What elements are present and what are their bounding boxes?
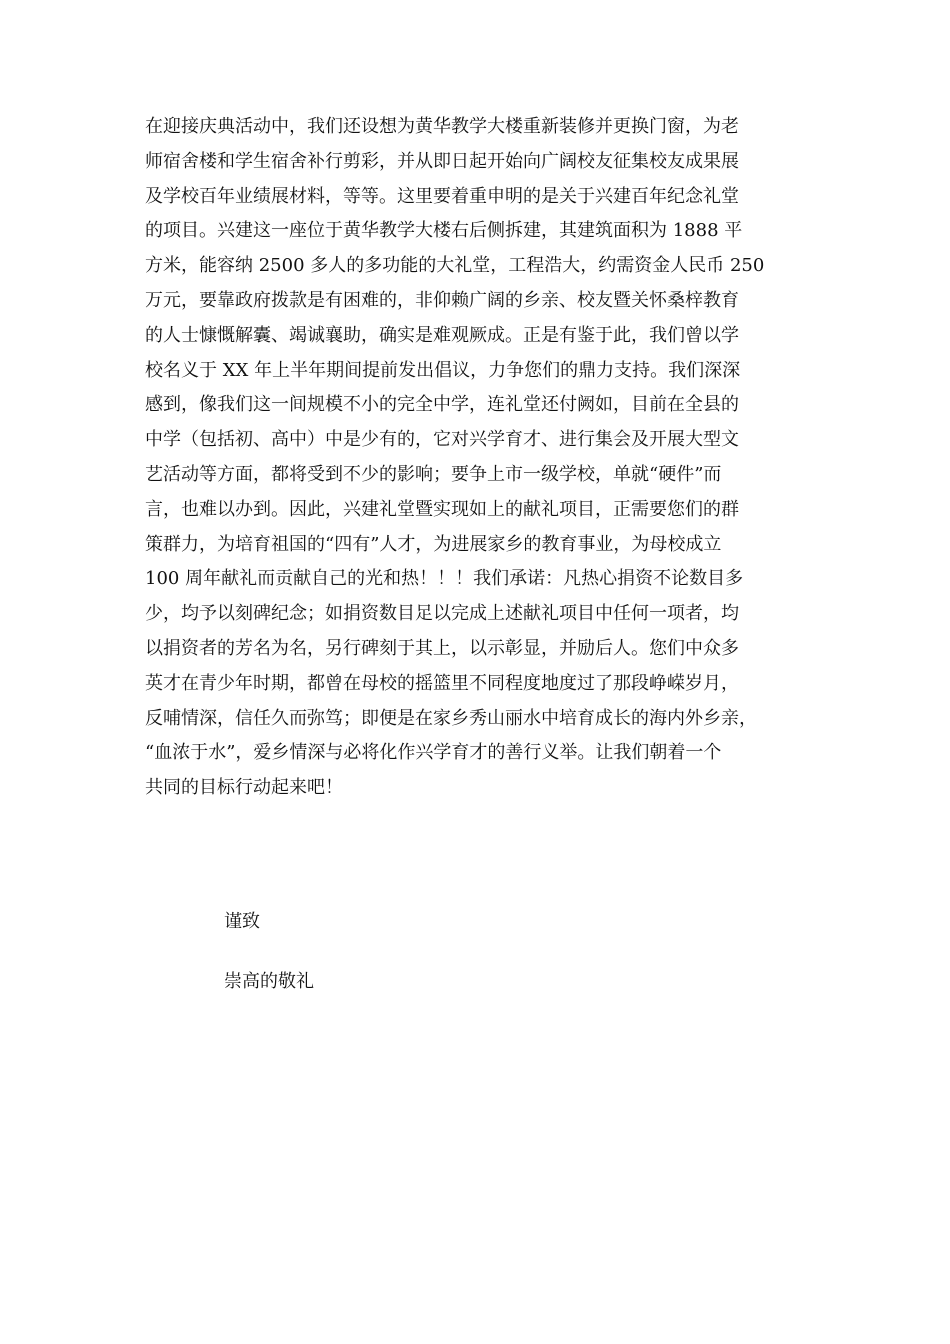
paragraph-line: 及学校百年业绩展材料，等等。这里要着重申明的是关于兴建百年纪念礼堂: [145, 185, 739, 207]
paragraph-line: 在迎接庆典活动中，我们还设想为黄华教学大楼重新装修并更换门窗，为老: [145, 116, 739, 137]
paragraph-line: 以捐资者的芳名为名，另行碑刻于其上，以示彰显，并励后人。您们中众多: [145, 637, 739, 659]
closing-regards: 崇高的敬礼: [224, 971, 314, 992]
paragraph-line: 的人士慷慨解囊、竭诚襄助，确实是难观厥成。正是有鉴于此，我们曾以学: [145, 324, 739, 346]
paragraph-line: 100 周年献礼而贡献自己的光和热！！！我们承诺：凡热心捐资不论数目多: [145, 568, 744, 590]
paragraph-line: 感到，像我们这一间规模不小的完全中学，连礼堂还付阙如，目前在全县的: [145, 394, 739, 416]
paragraph-line: 方米，能容纳 2500 多人的多功能的大礼堂，工程浩大，约需资金人民币 250: [145, 255, 765, 277]
paragraph-line: “血浓于水”，爱乡情深与必将化作兴学育才的善行义举。让我们朝着一个: [145, 742, 722, 764]
paragraph-line: 艺活动等方面，都将受到不少的影响；要争上市一级学校，单就“硬件”而: [145, 463, 722, 485]
paragraph-line: 万元，要靠政府拨款是有困难的，非仰赖广阔的乡亲、校友暨关怀桑梓教育: [145, 289, 739, 311]
paragraph-line: 师宿舍楼和学生宿舍补行剪彩，并从即日起开始向广阔校友征集校友成果展: [145, 150, 739, 172]
paragraph-line: 少，均予以刻碑纪念；如捐资数目足以完成上述献礼项目中任何一项者，均: [145, 603, 739, 625]
paragraph-line: 中学（包括初、高中）中是少有的，它对兴学育才、进行集会及开展大型文: [145, 429, 739, 451]
paragraph-line: 策群力，为培育祖国的“四有”人才，为进展家乡的教育事业，为母校成立: [145, 533, 722, 555]
paragraph-line: 反哺情深，信任久而弥笃；即便是在家乡秀山丽水中培育成长的海内外乡亲，: [145, 707, 757, 729]
paragraph-line: 共同的目标行动起来吧！: [145, 777, 343, 799]
paragraph-line: 言，也难以办到。因此，兴建礼堂暨实现如上的献礼项目，正需要您们的群: [145, 498, 739, 520]
paragraph-line: 校名义于 XX 年上半年期间提前发出倡议，力争您们的鼎力支持。我们深深: [145, 359, 741, 381]
paragraph-line: 的项目。兴建这一座位于黄华教学大楼右后侧拆建，其建筑面积为 1888 平: [145, 220, 743, 242]
body-paragraph: [145, 110, 835, 806]
paragraph-line: 英才在青少年时期，都曾在母校的摇篮里不同程度地度过了那段峥嵘岁月，: [145, 672, 739, 694]
closing-salutation: 谨致: [224, 911, 260, 932]
